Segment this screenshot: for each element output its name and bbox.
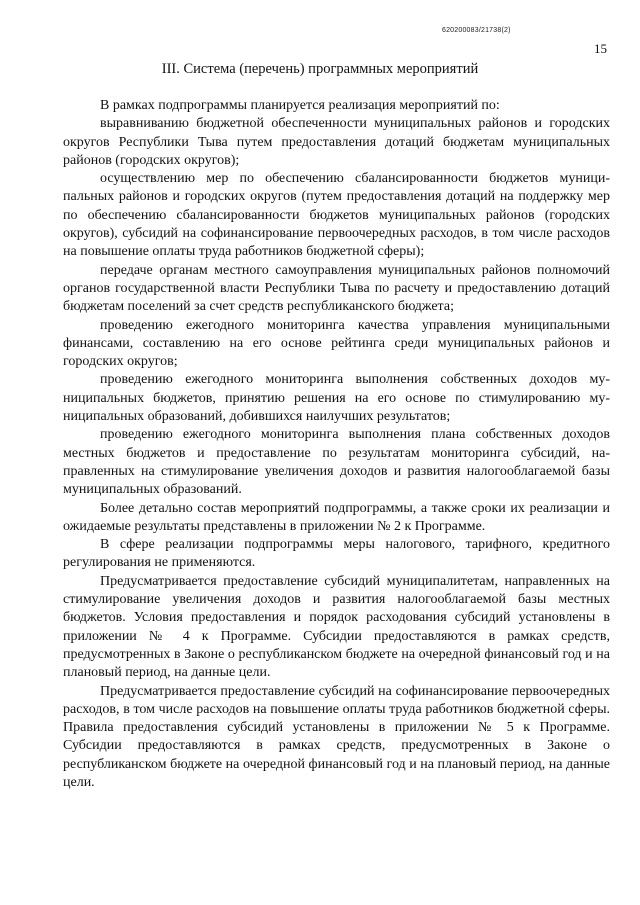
page-number: 15 [594,41,607,56]
paragraph-item: передаче органам местного самоуправления муниципальных районов полномочий органов государственной власти Республики Тыва по расчету и предоставлению дотаций бюджетам поселений за счет средств республиканского бюджета; [63,262,610,315]
paragraph: Предусматривается предоставление субсидий на софинансирование первоочередных расходов, в том числе расходов на повышение оплаты труда работников бюджетной сферы. Правила предоставления субсидий установлены в приложении № 5 к Программе. Субсидии предоставляются в рамках средств, предусмотренных в Законе о республиканском бюджете на очередной финансовый год и на плановый период, на данные цели. [63,683,610,790]
paragraph: Более детально состав мероприятий подпрограммы, а также сроки их реализации и ожидаемые результаты представлены в приложении № 2 к Программе. [63,500,610,534]
paragraph-item: выравниванию бюджетной обеспеченности муниципальных районов и городских округов Республики Тыва путем предоставления дотаций бюджетам муниципальных районов (городских округов); [63,116,610,168]
document-code: 620200083/21738(2) [442,27,511,34]
paragraph-intro: В рамках подпрограммы планируется реализация мероприятий по: [100,98,500,113]
document-body [63,97,610,792]
paragraph-item: проведению ежегодного мониторинга выполнения собственных доходов муниципальных бюджетов, принятию решения на его основе по стимулированию муниципальных образований, добившихся наилучших результатов; [63,372,610,425]
section-title: III. Система (перечень) программных мероприятий [161,61,479,77]
paragraph: Предусматривается предоставление субсидий муниципалитетам, направленных на стимулирование увеличения доходов и развития налогооблагаемой базы местных бюджетов. Условия предоставления и порядок расходования субсидий установлены в приложении № 4 к Программе. Субсидии предоставляются в рамках средств, предусмотренных в Законе о республиканском бюджете на очередной финансовый год и на плановый период, на данные цели. [63,573,610,681]
paragraph-item: проведению ежегодного мониторинга качества управления муниципальными финансами, составлению на его основе рейтинга среди муниципальных районов и городских округов; [63,317,610,370]
paragraph: В сфере реализации подпрограммы меры налогового, тарифного, кредитного регулирования не применяются. [63,537,610,571]
paragraph-item: проведению ежегодного мониторинга выполнения плана собственных доходов местных бюджетов и предоставление по результатам мониторинга субсидий, направленных на стимулирование увеличения доходов и развития налогооблагаемой базы муниципальных образований. [63,427,610,498]
paragraph-item: осуществлению мер по обеспечению сбалансированности бюджетов муниципальных районов и городских округов (путем предоставления дотаций на поддержку мер по обеспечению сбалансированности бюджетов муниципальных районов (городских округов), субсидий на софинансирование первоочередных расходов, в том числе расходов на повышение оплаты труда работников бюджетной сферы); [63,171,610,260]
